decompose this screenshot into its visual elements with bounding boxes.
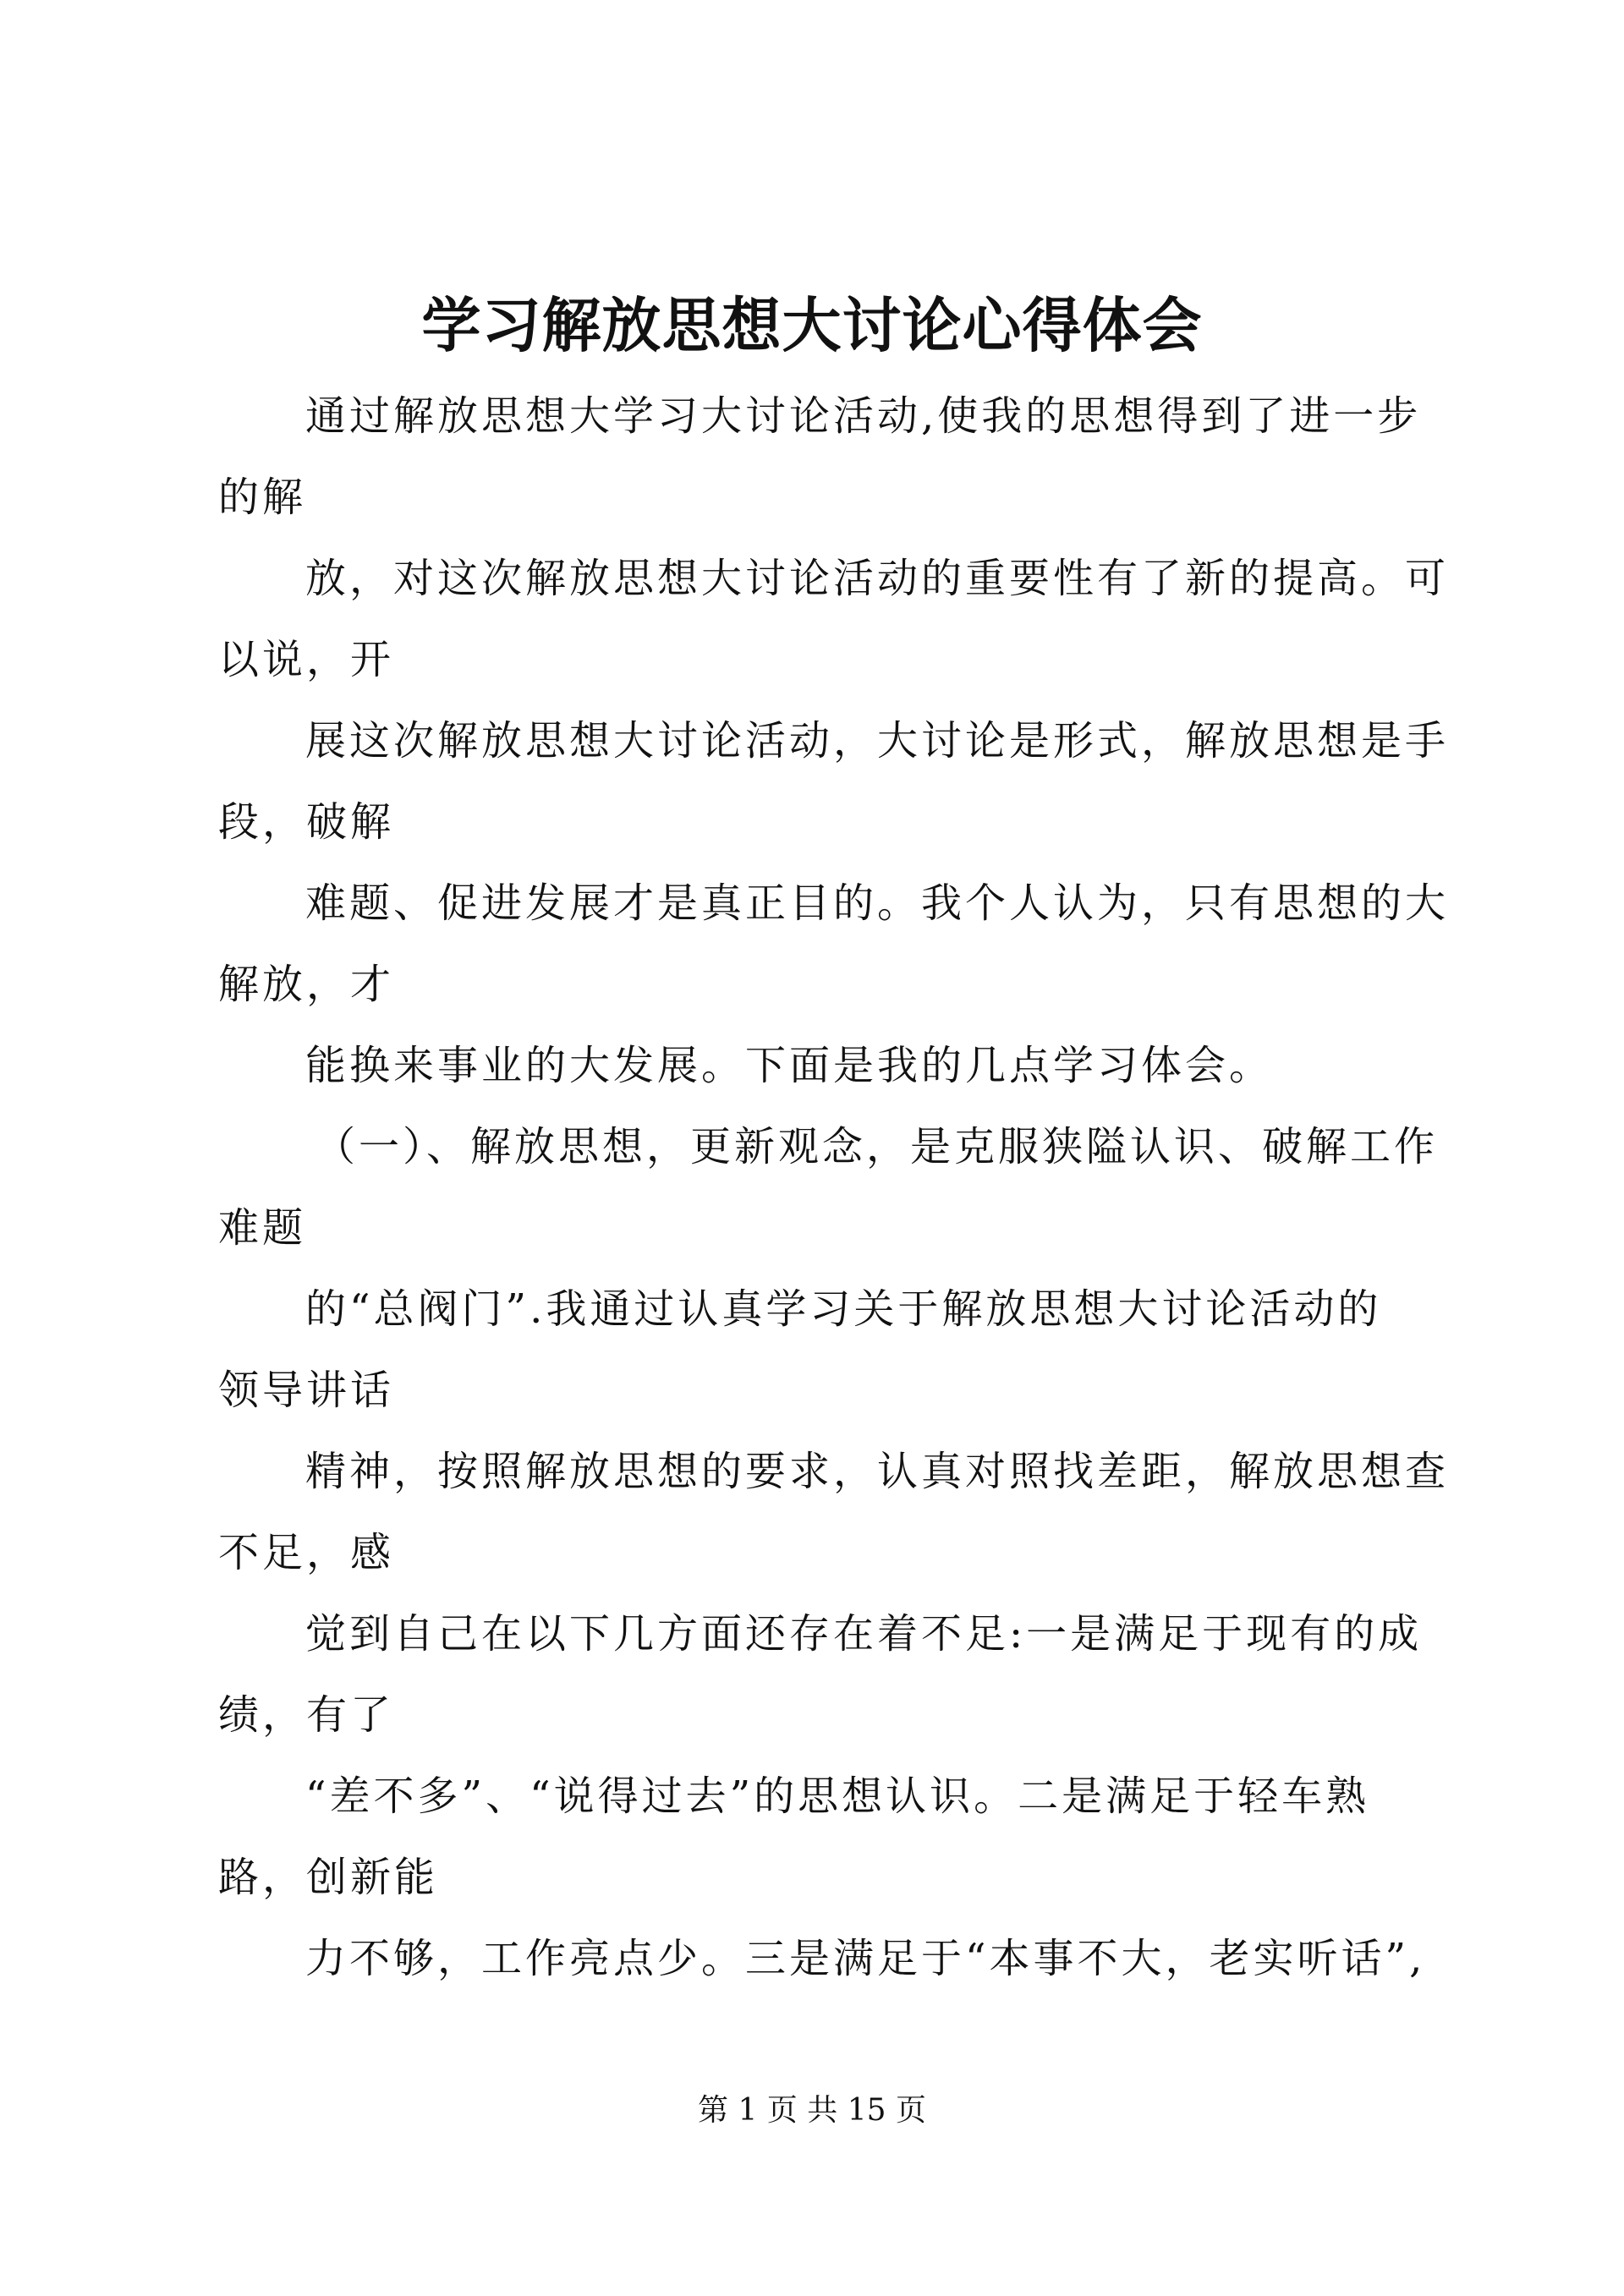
text-line: 精神，按照解放思想的要求，认真对照找差距，解放思想查 xyxy=(305,1448,1450,1495)
text-line: 觉到自己在以下几方面还存在着不足:一是满足于现有的成 xyxy=(305,1610,1423,1658)
text-line: 力不够，工作亮点少。三是满足于“本事不大，老实听话”, xyxy=(305,1935,1426,1982)
document-title: 学习解放思想大讨论心得体会 xyxy=(421,290,1203,360)
text-line: “差不多”、“说得过去”的思想认识。二是满足于轻车熟 xyxy=(305,1773,1370,1820)
text-line: 难题、促进发展才是真正目的。我个人认为，只有思想的大 xyxy=(305,879,1450,927)
text-line: 的“总阀门”.我通过认真学习关于解放思想大讨论活动的 xyxy=(305,1285,1382,1333)
text-line: 难题 xyxy=(218,1204,307,1252)
text-line: 解放，才 xyxy=(218,961,395,1008)
text-line: 放，对这次解放思想大讨论活动的重要性有了新的提高。可 xyxy=(305,555,1450,602)
text-line: 段，破解 xyxy=(218,798,395,846)
page-number-footer: 第 1 页 共 15 页 xyxy=(698,2093,926,2128)
section-heading-line: （一）、解放思想，更新观念，是克服狭隘认识、破解工作 xyxy=(315,1123,1439,1170)
text-line: 以说，开 xyxy=(218,636,395,683)
text-line: 不足，感 xyxy=(218,1529,395,1576)
text-line: 展这次解放思想大讨论活动，大讨论是形式，解放思想是手 xyxy=(305,717,1450,764)
text-line: 的解 xyxy=(218,474,307,521)
text-line: 路，创新能 xyxy=(218,1854,439,1901)
text-line: 绩，有了 xyxy=(218,1691,395,1739)
text-line: 领导讲话 xyxy=(218,1367,395,1414)
text-line: 通过解放思想大学习大讨论活动,使我的思想得到了进一步 xyxy=(305,392,1422,440)
text-line: 能换来事业的大发展。下面是我的几点学习体会。 xyxy=(305,1042,1274,1089)
